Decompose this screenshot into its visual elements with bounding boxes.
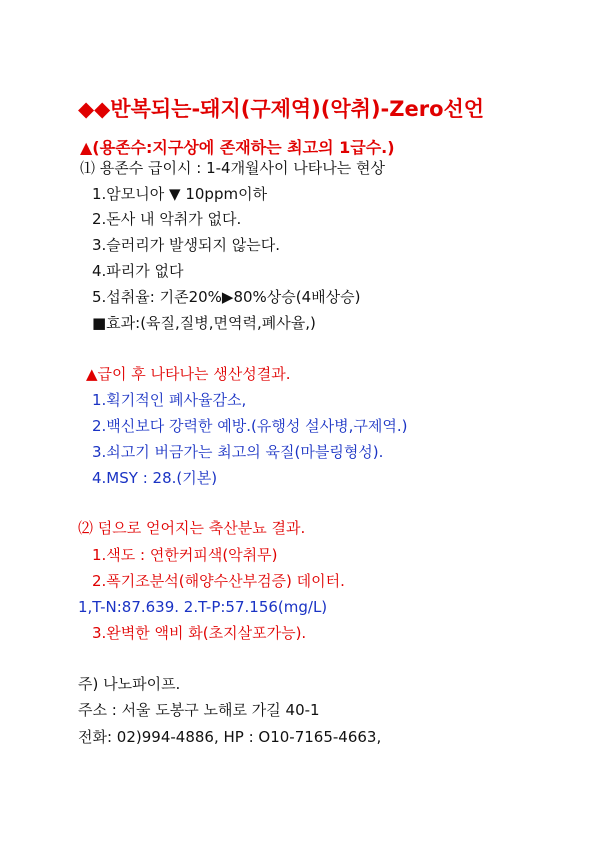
company-address: 주소 : 서울 도봉구 노해로 가길 40-1 <box>78 701 320 719</box>
company-phone: 전화: 02)994-4886, HP : O10-7165-4663, <box>78 728 382 746</box>
section3-item-1: 1.색도 : 연한커피색(악취무) <box>92 546 278 564</box>
section1-subheading: ⑴ 용존수 급이시 : 1-4개월사이 나타나는 현상 <box>80 159 386 177</box>
section1-item-5: 5.섭취율: 기존20%▶80%상승(4배상승) <box>92 288 361 306</box>
section1-item-2: 2.돈사 내 악취가 없다. <box>92 210 242 228</box>
section1-item-1: 1.암모니아 ▼ 10ppm이하 <box>92 185 268 203</box>
company-name: 주) 나노파이프. <box>78 675 181 693</box>
section3-item-2: 2.폭기조분석(해양수산부검증) 데이터. <box>92 572 345 590</box>
section2-item-4: 4.MSY : 28.(기본) <box>92 469 218 487</box>
section1-heading: ▲(용존수:지구상에 존재하는 최고의 1급수.) <box>80 138 395 157</box>
document-title: ◆◆반복되는-돼지(구제역)(악취)-Zero선언 <box>78 97 485 121</box>
section2-item-2: 2.백신보다 강력한 예방.(유행성 설사병,구제역.) <box>92 417 408 435</box>
section3-item-3: 1,T-N:87.639. 2.T-P:57.156(mg/L) <box>78 598 328 616</box>
section3-item-4: 3.완벽한 액비 화(초지살포가능). <box>92 624 307 642</box>
section2-item-3: 3.쇠고기 버금가는 최고의 육질(마블링형성). <box>92 443 384 461</box>
section1-item-3: 3.슬러리가 발생되지 않는다. <box>92 236 281 254</box>
section1-item-4: 4.파리가 없다 <box>92 262 184 280</box>
section1-item-6: ■효과:(육질,질병,면역력,폐사율,) <box>92 314 316 332</box>
section3-heading: ⑵ 덤으로 얻어지는 축산분뇨 결과. <box>78 519 306 537</box>
section2-heading: ▲급이 후 나타나는 생산성결과. <box>86 365 291 383</box>
section2-item-1: 1.획기적인 폐사율감소, <box>92 391 247 409</box>
